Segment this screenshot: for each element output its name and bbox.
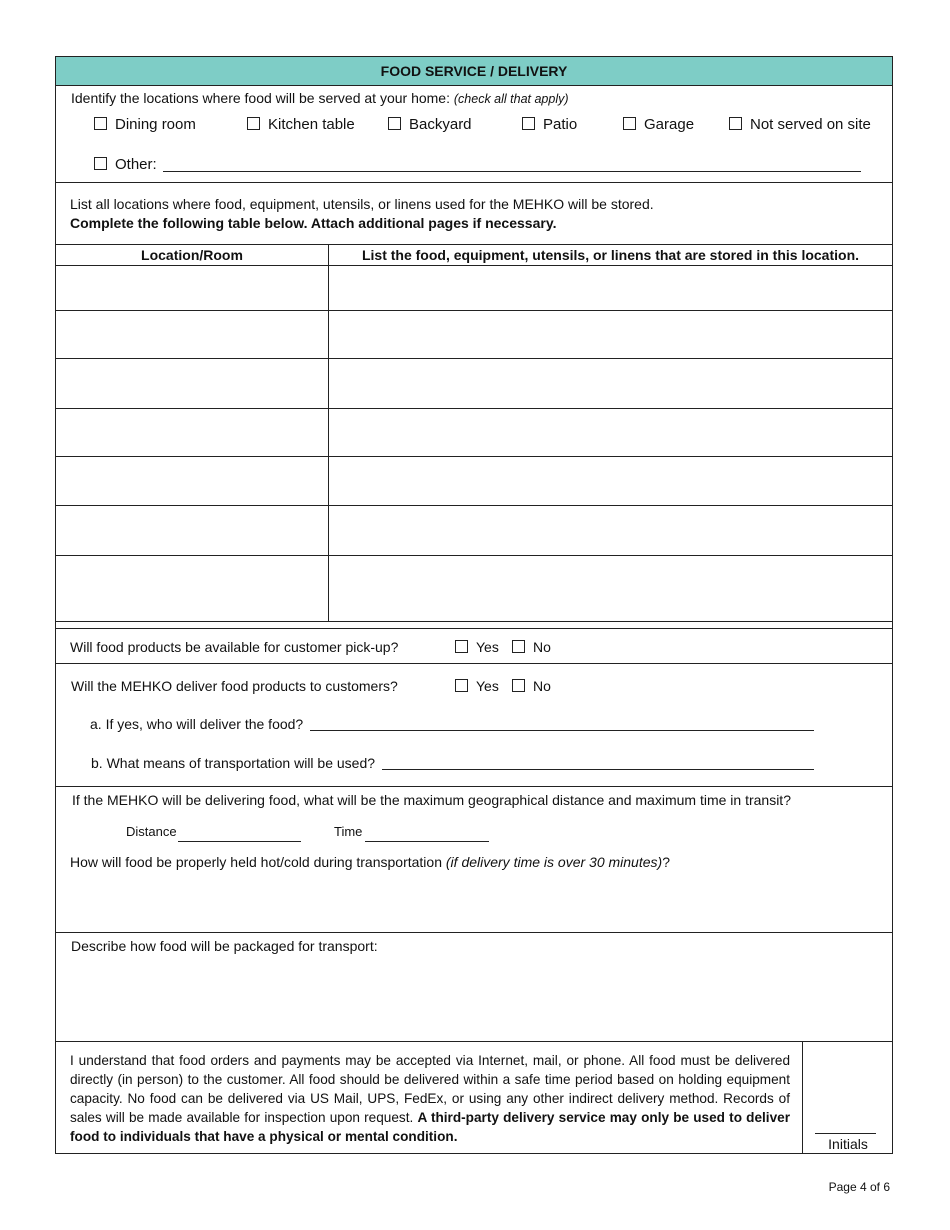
delivery-transport-label: b. What means of transportation will be used? [91,755,376,771]
checkbox-delivery-yes[interactable]: Yes [455,677,499,695]
distance-question: If the MEHKO will be delivering food, what will be the maximum geographical distance and maximum time in transit? [72,792,791,808]
checkbox-kitchen-table[interactable]: Kitchen table [247,116,355,134]
checkbox-pickup-yes[interactable]: Yes [455,638,499,656]
table-cell-items-5[interactable] [329,457,892,505]
checkbox-pickup-no[interactable]: No [512,638,551,656]
agreement-text: I understand that food orders and payments may be accepted via Internet, mail, or phone. All food must be delivered directly (in person) to the customer. All food should be delivered within a safe time period based on holding equipment capacity. No food can be delivered via US Mail, UPS, FedEx, or using any other indirect delivery method. Records of sales will be made available for inspection upon request. A third-party delivery service may only be used to deliver food to individuals that have a physical or mental condition. [70,1053,790,1144]
hotcold-answer-area[interactable] [56,875,892,931]
distance-label: Distance [126,824,177,839]
section-title: FOOD SERVICE / DELIVERY [55,56,893,86]
checkbox-dining-room[interactable]: Dining room [94,116,196,134]
hotcold-question: How will food be properly held hot/cold during transportation (if delivery time is over 30 minutes)? [70,854,670,870]
table-cell-location-7[interactable] [56,556,327,621]
delivery-who-label: a. If yes, who will deliver the food? [90,716,304,732]
page-number: Page 4 of 6 [828,1180,890,1194]
table-cell-location-5[interactable] [56,457,327,505]
table-cell-location-1[interactable] [56,266,327,310]
checkbox-other[interactable]: Other: [94,156,157,174]
delivery-transport-input[interactable] [382,769,814,770]
table-cell-location-6[interactable] [56,506,327,555]
distance-input[interactable] [178,841,301,842]
checkbox-garage[interactable]: Garage [623,116,694,134]
checkbox-backyard[interactable]: Backyard [388,116,472,134]
table-cell-items-3[interactable] [329,359,892,408]
pickup-question: Will food products be available for customer pick-up? [70,639,399,655]
table-header-items: List the food, equipment, utensils, or linens that are stored in this location. [361,247,860,263]
locations-prompt: Identify the locations where food will be served at your home: (check all that apply) [71,90,569,106]
table-cell-location-4[interactable] [56,409,327,456]
delivery-who-input[interactable] [310,730,814,731]
table-cell-location-2[interactable] [56,311,327,358]
table-cell-location-3[interactable] [56,359,327,408]
storage-line1: List all locations where food, equipment, utensils, or linens used for the MEHKO will be stored. [70,196,654,212]
other-input-line[interactable] [163,171,861,172]
delivery-question: Will the MEHKO deliver food products to customers? [71,678,398,694]
checkbox-patio[interactable]: Patio [522,116,577,134]
table-cell-items-6[interactable] [329,506,892,555]
initials-input[interactable] [815,1133,876,1134]
table-header-location: Location/Room [141,247,243,263]
packaging-answer-area[interactable] [56,958,892,1040]
table-cell-items-1[interactable] [329,266,892,310]
checkbox-not-served[interactable]: Not served on site [729,116,871,134]
table-cell-items-4[interactable] [329,409,892,456]
storage-line2: Complete the following table below. Attach additional pages if necessary. [70,215,557,231]
time-label: Time [334,824,363,839]
table-cell-items-7[interactable] [329,556,892,621]
table-cell-items-2[interactable] [329,311,892,358]
packaging-prompt: Describe how food will be packaged for transport: [71,938,378,954]
initials-label: Initials [828,1136,868,1152]
time-input[interactable] [365,841,489,842]
checkbox-delivery-no[interactable]: No [512,677,551,695]
